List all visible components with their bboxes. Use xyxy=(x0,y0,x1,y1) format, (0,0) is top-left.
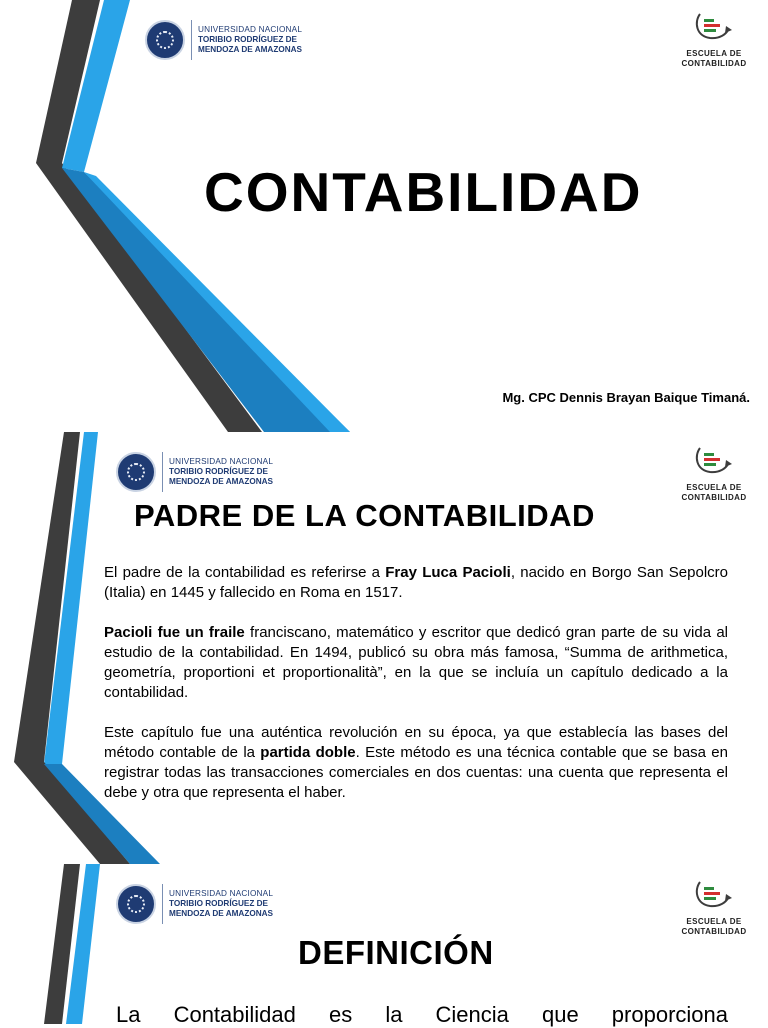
school-emblem-icon xyxy=(692,444,736,478)
school-logo: ESCUELA DE CONTABILIDAD xyxy=(674,10,754,69)
logo-divider xyxy=(191,20,192,60)
school-logo: ESCUELA DE CONTABILIDAD xyxy=(674,444,754,503)
paragraph-1: El padre de la contabilidad es referirse a Fray Luca Pacioli, nacido en Borgo San Sepolcro (Italia) en 1445 y fallecido en Roma en 1517. xyxy=(104,564,728,601)
university-seal-icon xyxy=(145,20,185,60)
definicion-text: La Contabilidad es la Ciencia que proporciona xyxy=(116,1002,728,1027)
definicion-title: DEFINICIÓN xyxy=(298,934,494,971)
padre-body xyxy=(104,563,728,823)
school-logo: ESCUELA DE CONTABILIDAD xyxy=(674,878,754,937)
university-name: UNIVERSIDAD NACIONAL TORIBIO RODRÍGUEZ DE MENDOZA DE AMAZONAS xyxy=(169,457,274,486)
university-logo xyxy=(116,452,273,492)
logo-divider xyxy=(162,452,163,492)
university-seal-icon xyxy=(116,884,156,924)
cover-title: CONTABILIDAD xyxy=(204,161,643,223)
university-logo xyxy=(116,884,273,924)
paragraph-3: Este capítulo fue una auténtica revolución en su época, ya que establecía las bases del método contable de la partida doble. Este método es una técnica contable que se basa en registrar todas las transacciones comerciales en dos cuentas: una cuenta que representa el debe y otra que representa el haber. xyxy=(104,724,728,801)
decorative-bands xyxy=(0,864,120,1024)
university-name: UNIVERSIDAD NACIONAL TORIBIO RODRÍGUEZ DE MENDOZA DE AMAZONAS xyxy=(169,889,274,918)
university-name: UNIVERSIDAD NACIONAL TORIBIO RODRÍGUEZ DE MENDOZA DE AMAZONAS xyxy=(198,25,303,54)
padre-title: PADRE DE LA CONTABILIDAD xyxy=(134,498,595,533)
school-emblem-icon xyxy=(692,10,736,44)
university-logo xyxy=(145,20,302,60)
paragraph-2: Pacioli fue un fraile franciscano, matemático y escritor que dedicó gran parte de su vida al estudio de la contabilidad. En 1494, publicó su obra más famosa, “Summa de arithmetica, geometría, proportioni et proportionalità”, en la que se incluía un capítulo dedicado a la contabilidad. xyxy=(104,624,728,701)
slide-cover xyxy=(0,0,768,432)
university-seal-icon xyxy=(116,452,156,492)
author-name: Mg. CPC Dennis Brayan Baique Timaná. xyxy=(502,390,750,405)
logo-divider xyxy=(162,884,163,924)
school-emblem-icon xyxy=(692,878,736,912)
